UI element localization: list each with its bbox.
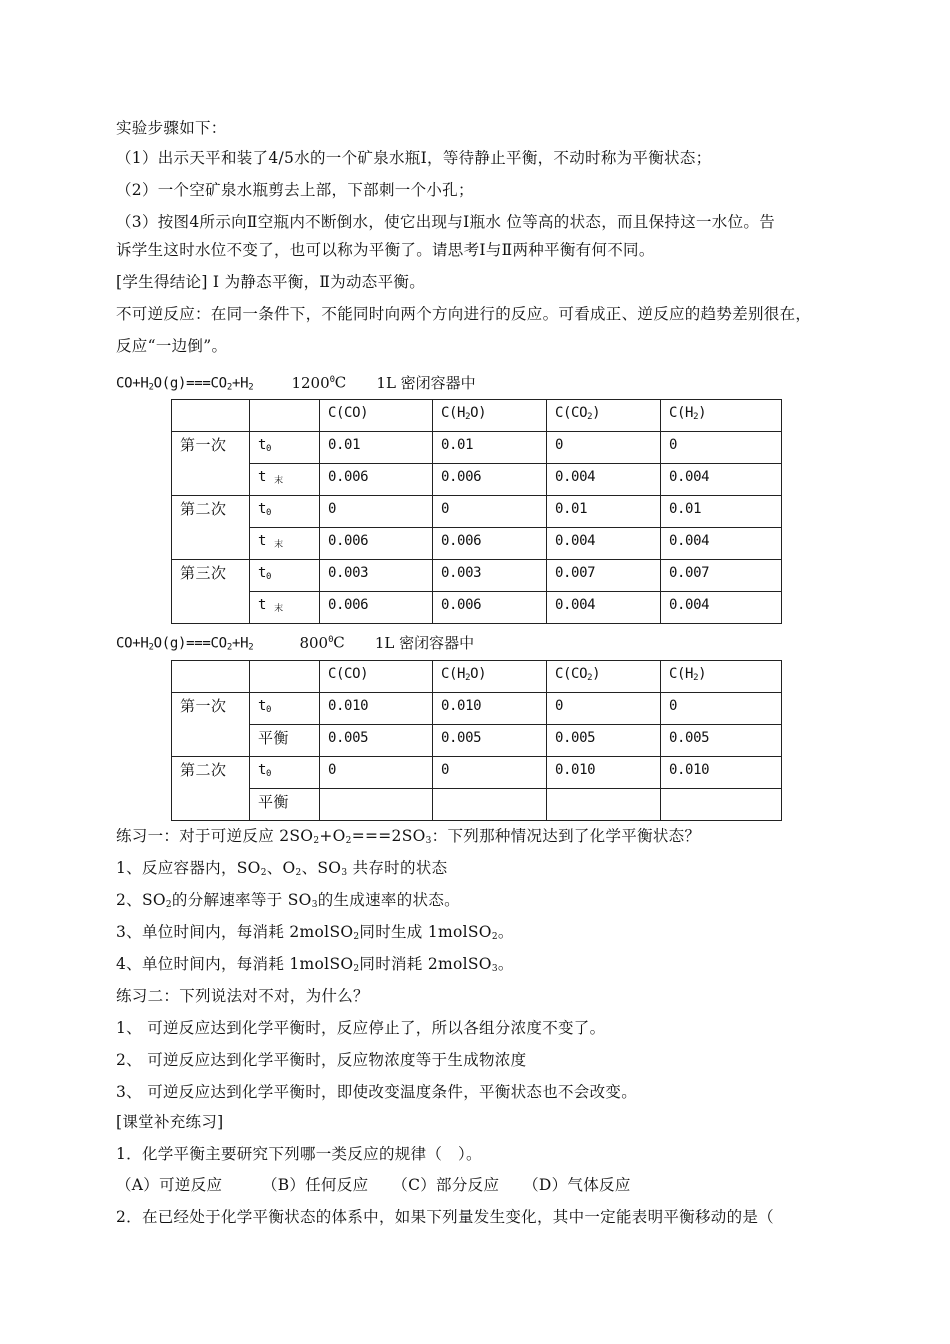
equation-800C: $CO+H_2O(g)===CO_2+H_2$ $800^0C$ 1L 密闭容器中 [116, 633, 475, 653]
cell: 0 [661, 693, 782, 725]
table-header-row [172, 400, 782, 432]
cell: 0 [320, 757, 433, 789]
cell [547, 789, 661, 821]
cell: 0.003 [433, 560, 547, 592]
table-row [172, 693, 782, 725]
trial-label: 第二次 [172, 496, 250, 560]
cell: 0.004 [547, 464, 661, 496]
cell: 0.007 [547, 560, 661, 592]
cell: 0.004 [661, 464, 782, 496]
cell: 0.006 [433, 464, 547, 496]
table-row [172, 789, 782, 821]
data-table-800C [171, 660, 782, 821]
supplement-q2: 2．在已经处于化学平衡状态的体系中，如果下列量发生变化，其中一定能表明平衡移动的是（ [116, 1208, 774, 1226]
table-row [172, 592, 782, 624]
header-c-co2: $C(CO_2)$ [547, 661, 661, 693]
cell: 0.010 [547, 757, 661, 789]
irreversible-def-line-2: 反应“一边倒”。 [116, 337, 228, 355]
cell: 0.006 [320, 592, 433, 624]
cell: 0.01 [320, 432, 433, 464]
cell: 0.010 [661, 757, 782, 789]
header-c-h2: $C(H_2)$ [661, 400, 782, 432]
cell: 0.004 [547, 592, 661, 624]
cell: 0.005 [661, 725, 782, 757]
header-c-co: C(CO) [320, 661, 433, 693]
table-row [172, 464, 782, 496]
table-row [172, 432, 782, 464]
trial-label: 第三次 [172, 560, 250, 624]
cell: 0.003 [320, 560, 433, 592]
time-label: $t_0$ [250, 693, 320, 725]
time-label: $t_0$ [250, 560, 320, 592]
cell: 0 [320, 496, 433, 528]
supplement-title: [课堂补充练习] [116, 1113, 224, 1131]
time-label: $t_0$ [250, 496, 320, 528]
step-3-line-2: 诉学生这时水位不变了，也可以称为平衡了。请思考Ⅰ与Ⅱ两种平衡有何不同。 [116, 241, 655, 259]
cell: 0.004 [547, 528, 661, 560]
cell: 0.007 [661, 560, 782, 592]
exercise-2-question: 练习二：下列说法对不对，为什么？ [116, 987, 369, 1005]
cell: 0.006 [320, 464, 433, 496]
table-row [172, 528, 782, 560]
student-conclusion: [学生得结论] Ⅰ 为静态平衡，Ⅱ为动态平衡。 [116, 273, 426, 291]
time-label: 平衡 [250, 725, 320, 757]
time-label: $t_0$ [250, 432, 320, 464]
trial-label: 第二次 [172, 757, 250, 821]
cell [661, 789, 782, 821]
step-1: （1）出示天平和装了4/5水的一个矿泉水瓶Ⅰ，等待静止平衡，不动时称为平衡状态； [116, 149, 712, 167]
table-row [172, 757, 782, 789]
trial-label: 第一次 [172, 432, 250, 496]
exercise-1-question: 练习一：对于可逆反应 $2SO_2+O_2===2SO_3$：下列那种情况达到了化学平衡状态？ [116, 827, 701, 846]
time-label: 平衡 [250, 789, 320, 821]
equation-1200C: $CO+H_2O(g)===CO_2+H_2$ 1200$^0$C 1L 密闭容器中 [116, 373, 476, 393]
cell: 0.010 [320, 693, 433, 725]
cell: 0.005 [320, 725, 433, 757]
step-2: （2）一个空矿泉水瓶剪去上部，下部刺一个小孔； [116, 181, 474, 199]
supplement-q1-options: （A）可逆反应 （B）任何反应 （C）部分反应 （D）气体反应 [116, 1176, 631, 1194]
header-c-co: C(CO) [320, 400, 433, 432]
cell: 0.005 [547, 725, 661, 757]
cell: 0 [547, 432, 661, 464]
header-c-h2o: $C(H_2O)$ [433, 661, 547, 693]
exercise-2-item-3: 3、 可逆反应达到化学平衡时，即使改变温度条件，平衡状态也不会改变。 [116, 1083, 637, 1101]
exercise-1-item-2: 2、$SO_2$的分解速率等于 $SO_3$的生成速率的状态。 [116, 891, 460, 910]
table-header-row [172, 661, 782, 693]
header-c-h2: $C(H_2)$ [661, 661, 782, 693]
cell: 0.01 [547, 496, 661, 528]
time-label: t $_末$ [250, 464, 320, 496]
cell [320, 789, 433, 821]
exercise-2-item-1: 1、 可逆反应达到化学平衡时，反应停止了，所以各组分浓度不变了。 [116, 1019, 606, 1037]
exercise-1-item-1: 1、反应容器内，$SO_2$、$O_2$、$SO_3$ 共存时的状态 [116, 859, 448, 878]
table-row [172, 560, 782, 592]
header-c-h2o: $C(H_2O)$ [433, 400, 547, 432]
cell: 0.006 [433, 528, 547, 560]
cell: 0 [433, 757, 547, 789]
step-3-line-1: （3）按图4所示向Ⅱ空瓶内不断倒水，使它出现与Ⅰ瓶水 位等高的状态，而且保持这一水位。告 [116, 213, 776, 231]
table-row [172, 725, 782, 757]
cell: 0.005 [433, 725, 547, 757]
exercise-1-item-3: 3、单位时间内，每消耗 2molSO$_2$同时生成 1molSO$_2$。 [116, 923, 514, 942]
cell: 0 [661, 432, 782, 464]
header-c-co2: $C(CO_2)$ [547, 400, 661, 432]
supplement-q1: 1．化学平衡主要研究下列哪一类反应的规律（ ）。 [116, 1145, 482, 1163]
exercise-1-item-4: 4、单位时间内，每消耗 1molSO$_2$同时消耗 2molSO$_3$。 [116, 955, 514, 974]
time-label: $t_0$ [250, 757, 320, 789]
steps-heading: 实验步骤如下： [116, 119, 227, 137]
irreversible-def-line-1: 不可逆反应：在同一条件下，不能同时向两个方向进行的反应。可看成正、逆反应的趋势差别很在， [116, 305, 812, 323]
cell: 0.010 [433, 693, 547, 725]
data-table-1200C [171, 399, 782, 624]
cell: 0.004 [661, 592, 782, 624]
cell: 0.01 [661, 496, 782, 528]
cell: 0 [547, 693, 661, 725]
cell: 0 [433, 496, 547, 528]
time-label: t $_末$ [250, 528, 320, 560]
cell: 0.006 [320, 528, 433, 560]
cell: 0.004 [661, 528, 782, 560]
time-label: t $_末$ [250, 592, 320, 624]
trial-label: 第一次 [172, 693, 250, 757]
cell: 0.01 [433, 432, 547, 464]
cell [433, 789, 547, 821]
exercise-2-item-2: 2、 可逆反应达到化学平衡时，反应物浓度等于生成物浓度 [116, 1051, 527, 1069]
table-row [172, 496, 782, 528]
cell: 0.006 [433, 592, 547, 624]
